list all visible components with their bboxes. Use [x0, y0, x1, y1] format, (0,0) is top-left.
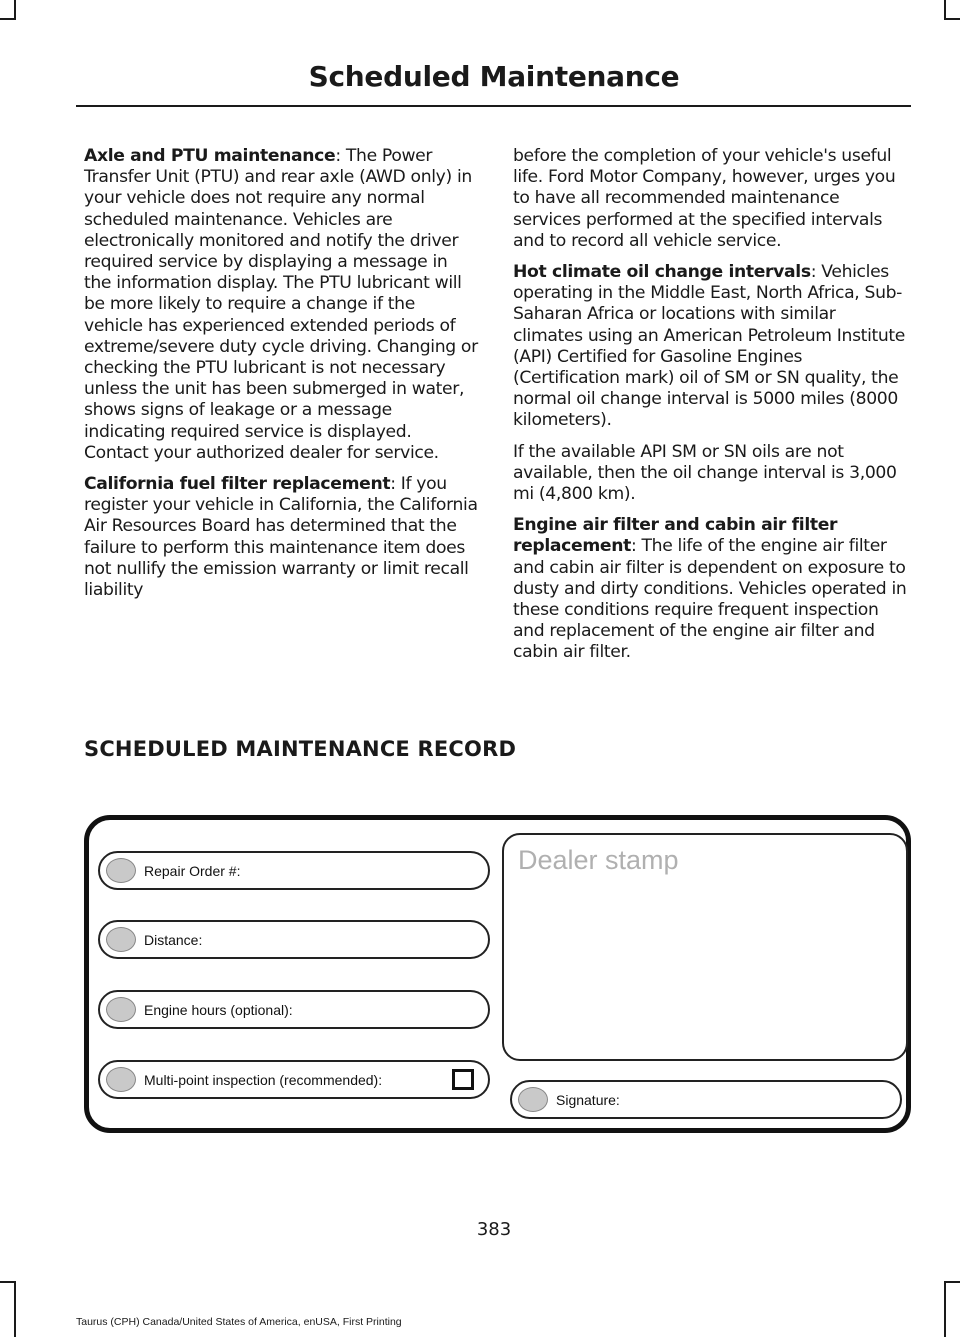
header-divider — [76, 105, 911, 107]
hot-climate-heading: Hot climate oil change intervals — [513, 262, 811, 283]
section-title: SCHEDULED MAINTENANCE RECORD — [84, 737, 517, 761]
page-number: 383 — [476, 1219, 512, 1240]
multipoint-inspection-checkbox[interactable] — [452, 1069, 474, 1090]
hot-climate-text: : Vehicles operating in the Middle East, North Africa, Sub-Saharan Africa or locations with similar climates using an American Petroleum Institute (API) Certified for Gasoline Engines (Certification mark) oil of SM or SN quality, the normal oil change interval is 5000 miles (8000 kilometers). — [513, 262, 906, 431]
crop-mark — [944, 1281, 960, 1283]
continuation-paragraph: before the completion of your vehicle's useful life. Ford Motor Company, however, urges you to have all recommended maintenance services performed at the specified intervals and to record all vehicle service. — [513, 146, 896, 251]
crop-mark — [944, 18, 960, 20]
record-dot-icon — [106, 858, 136, 883]
repair-order-field[interactable] — [98, 851, 490, 890]
record-dot-icon — [106, 997, 136, 1022]
maintenance-record-card — [84, 815, 911, 1133]
signature-field[interactable] — [510, 1080, 902, 1119]
record-dot-icon — [106, 1067, 136, 1092]
record-dot-icon — [106, 927, 136, 952]
hot-climate-paragraph — [513, 262, 909, 432]
right-column — [513, 146, 909, 674]
crop-mark — [944, 0, 946, 20]
air-filter-text: : The life of the engine air filter and cabin air filter is dependent on exposure to dusty and dirty conditions. Vehicles operated in these conditions require frequent inspection and replacement of the engine air filter and cabin air filter. — [513, 536, 907, 663]
axle-ptu-paragraph — [84, 146, 478, 464]
engine-hours-label: Engine hours (optional): — [144, 1002, 293, 1018]
axle-ptu-heading: Axle and PTU maintenance — [84, 146, 336, 166]
air-filter-paragraph — [513, 515, 909, 663]
page-header-title: Scheduled Maintenance — [308, 60, 680, 93]
crop-mark — [944, 1281, 946, 1337]
crop-mark — [0, 1281, 16, 1283]
crop-mark — [14, 0, 16, 20]
dealer-stamp-label: Dealer stamp — [518, 845, 679, 875]
dealer-stamp-box[interactable] — [502, 833, 908, 1061]
distance-field[interactable] — [98, 920, 490, 959]
repair-order-label: Repair Order #: — [144, 863, 241, 879]
signature-label: Signature: — [556, 1092, 620, 1108]
engine-hours-field[interactable] — [98, 990, 490, 1029]
crop-mark — [0, 18, 16, 20]
crop-mark — [14, 1281, 16, 1337]
publication-footer: Taurus (CPH) Canada/United States of America, enUSA, First Printing — [76, 1316, 402, 1328]
fuel-filter-heading: California fuel filter replacement — [84, 474, 391, 495]
multipoint-inspection-field[interactable] — [98, 1060, 490, 1099]
fuel-filter-text: : If you register your vehicle in California, the California Air Resources Board has determined that the failure to perform this maintenance item does not nullify the emission warranty or limit recall liability — [84, 474, 478, 601]
left-column — [84, 146, 478, 611]
air-filter-heading: Engine air filter and cabin air filter replacement — [513, 515, 838, 557]
fuel-filter-paragraph — [84, 474, 478, 601]
axle-ptu-text: : The Power Transfer Unit (PTU) and rear axle (AWD only) in your vehicle does not require any normal scheduled maintenance. Vehicles are electronically monitored and notify the driver required service by displaying a message in the information display. The PTU lubricant will be more likely to require a change if the vehicle has experienced extended periods of extreme/severe duty cycle driving. Changing or checking the PTU lubricant is not necessary unless the unit has been submerged in water, shows signs of leakage or a message indicating required service is displayed. Contact your authorized dealer for service. — [84, 146, 478, 463]
api-oil-paragraph: If the available API SM or SN oils are not available, then the oil change interval is 3,000 mi (4,800 km). — [513, 441, 897, 505]
multipoint-inspection-label: Multi-point inspection (recommended): — [144, 1072, 383, 1088]
distance-label: Distance: — [144, 932, 203, 948]
record-dot-icon — [518, 1087, 548, 1112]
